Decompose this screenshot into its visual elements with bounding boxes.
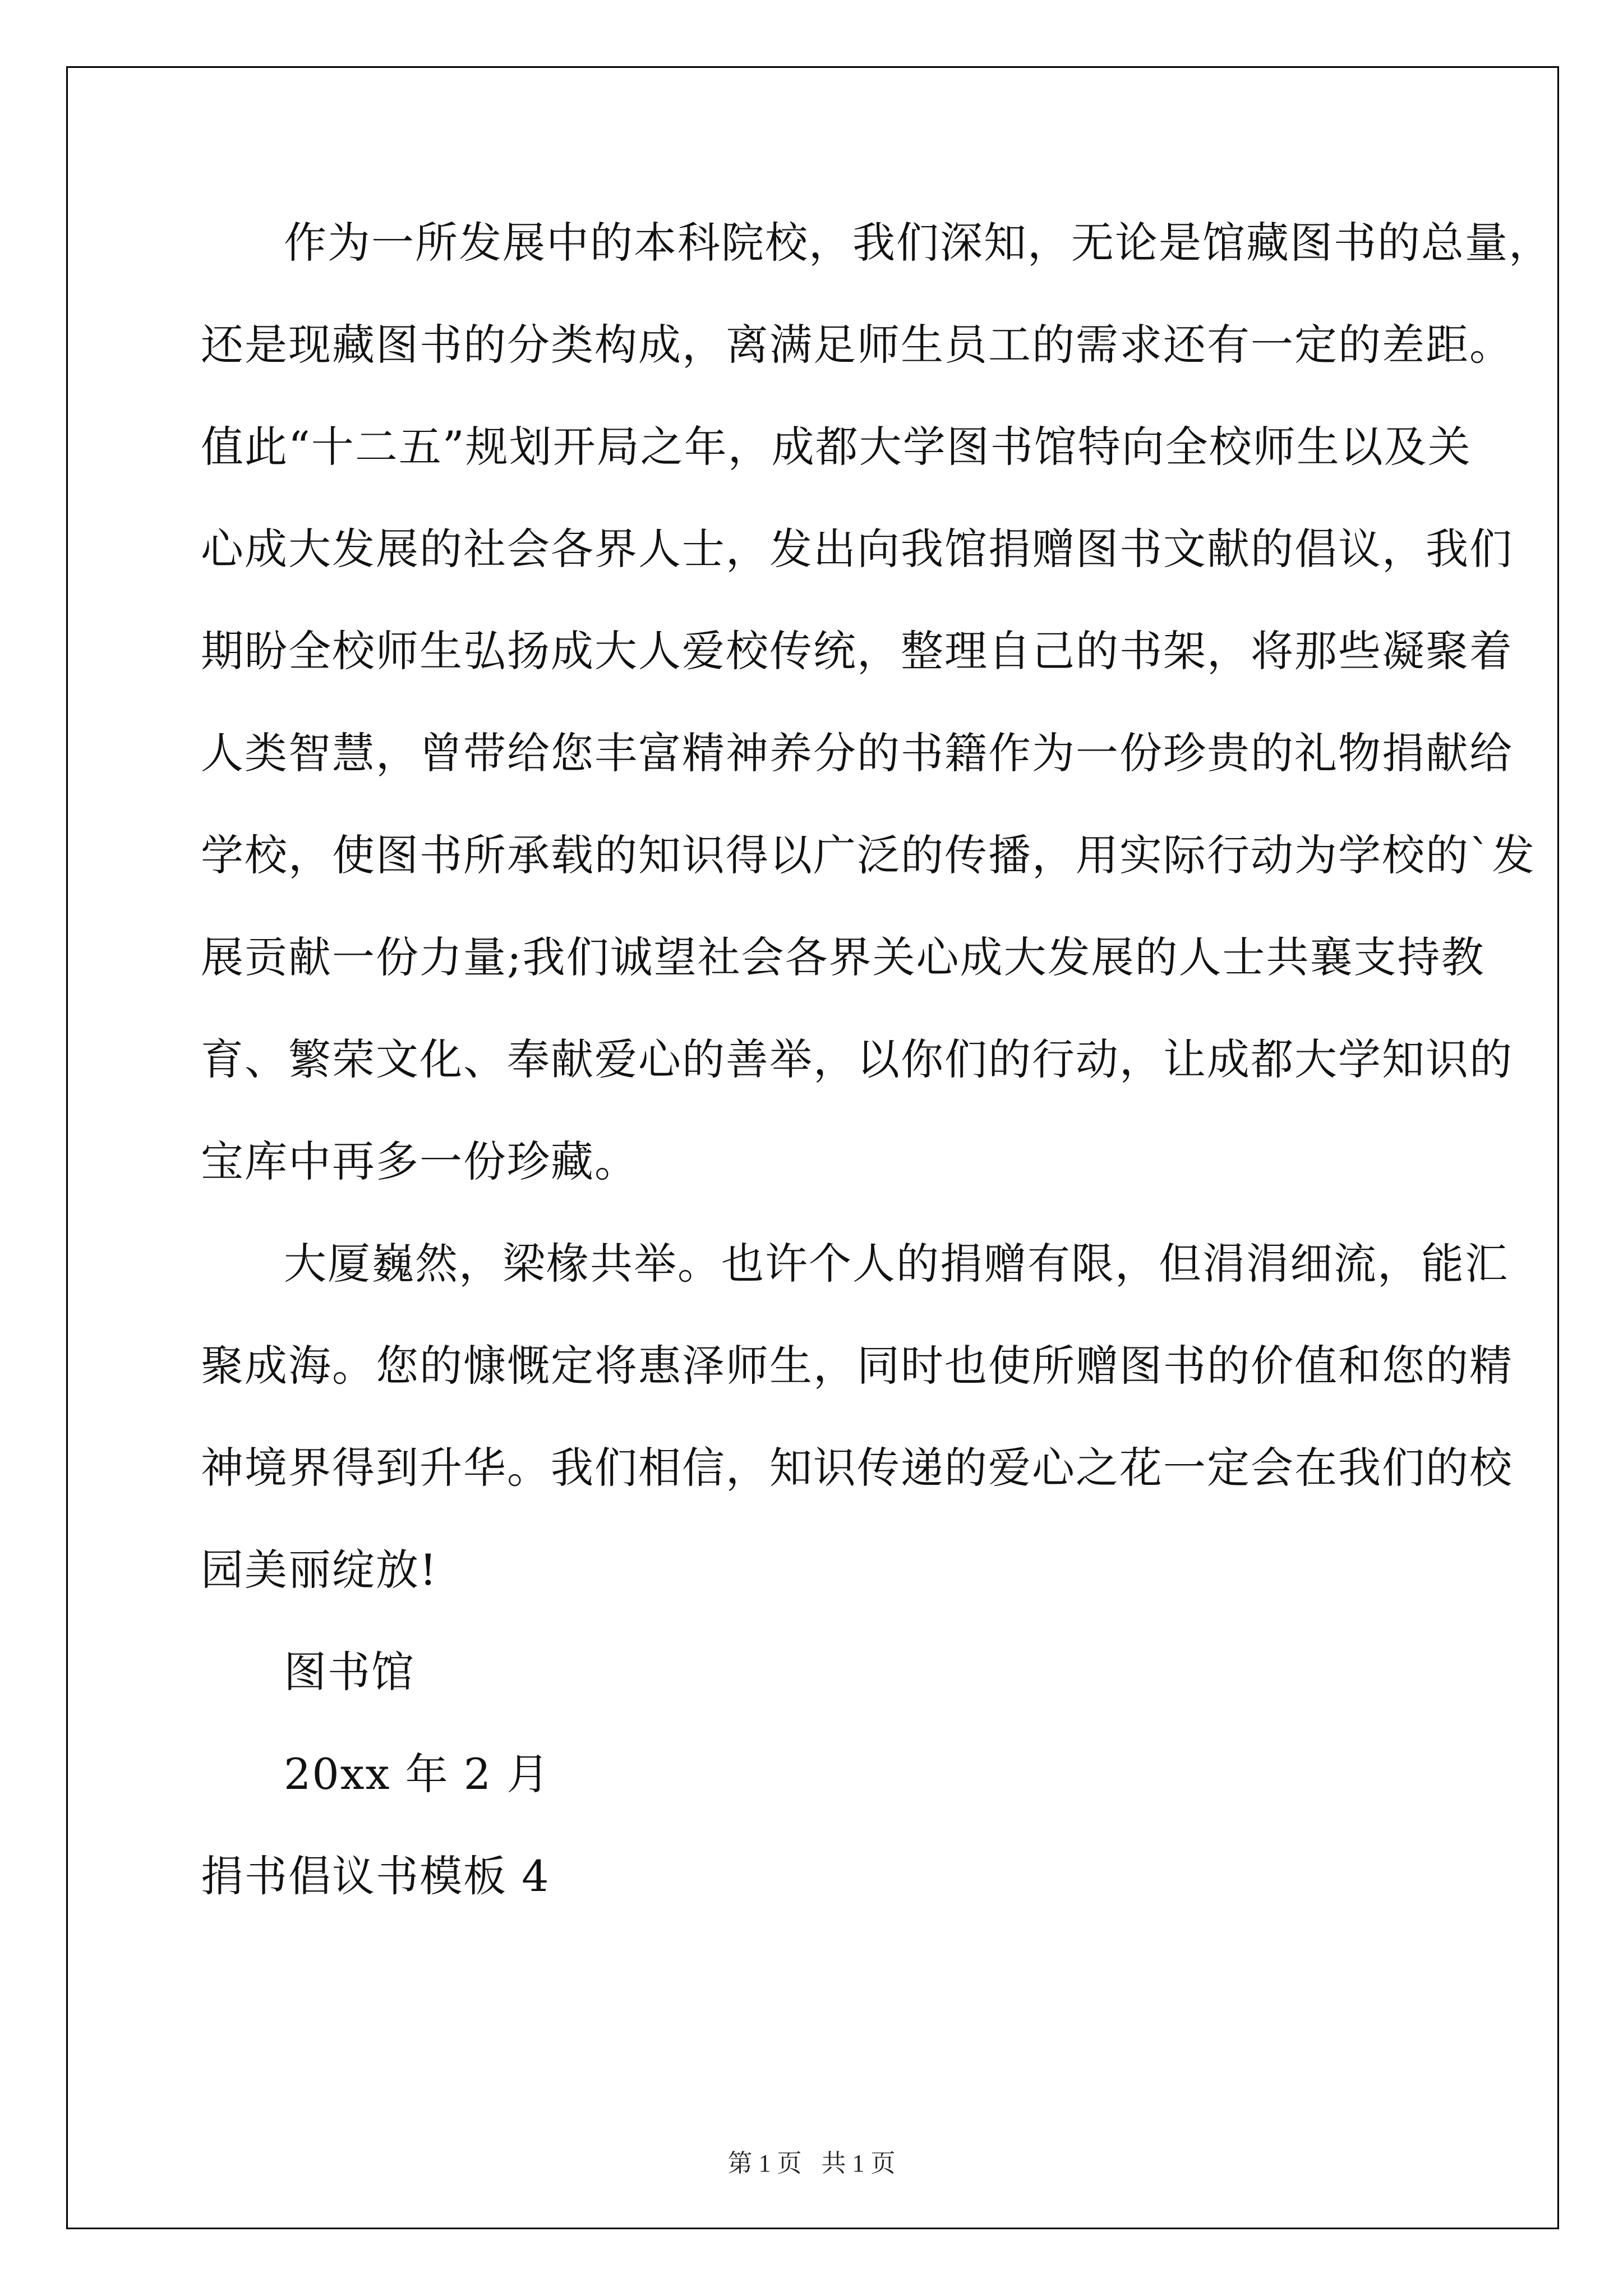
section-heading: 捐书倡议书模板 4 [201, 1851, 550, 1901]
document-body [201, 218, 1552, 1957]
paragraph-line: 展贡献一份力量;我们诚望社会各界关心成大发展的人士共襄支持教 [201, 932, 1485, 982]
paragraph-line: 学校，使图书所承载的知识得以广泛的传播，用实际行动为学校的`发 [201, 830, 1536, 880]
paragraph-line: 神境界得到升华。我们相信，知识传递的爱心之花一定会在我们的校 [201, 1443, 1513, 1493]
paragraph-2 [201, 1239, 1513, 1595]
page-footer [0, 2143, 1623, 2179]
paragraph-1 [201, 218, 1552, 1186]
page-number-current: 第 1 页 [727, 2150, 802, 2177]
paragraph-line: 值此“十二五”规划开局之年，成都大学图书馆特向全校师生以及关 [201, 422, 1472, 472]
paragraph-line: 宝库中再多一份珍藏。 [201, 1137, 638, 1186]
paragraph-line: 心成大发展的社会各界人士，发出向我馆捐赠图书文献的倡议，我们 [201, 524, 1513, 574]
paragraph-line: 期盼全校师生弘扬成大人爱校传统，整理自己的书架，将那些凝聚着 [201, 626, 1513, 676]
paragraph-line: 作为一所发展中的本科院校，我们深知，无论是馆藏图书的总量， [284, 218, 1552, 268]
paragraph-line: 园美丽绽放! [201, 1545, 438, 1595]
paragraph-line: 聚成海。您的慷慨定将惠泽师生，同时也使所赠图书的价值和您的精 [201, 1341, 1513, 1391]
date: 20xx 年 2 月 [284, 1749, 551, 1799]
paragraph-line: 人类智慧，曾带给您丰富精神养分的书籍作为一份珍贵的礼物捐献给 [201, 728, 1513, 778]
page-number-total: 共 1 页 [821, 2150, 896, 2177]
paragraph-line: 育、繁荣文化、奉献爱心的善举，以你们的行动，让成都大学知识的 [201, 1034, 1513, 1084]
paragraph-line: 大厦巍然，梁椽共举。也许个人的捐赠有限，但涓涓细流，能汇 [284, 1239, 1509, 1289]
signature: 图书馆 [284, 1647, 415, 1697]
paragraph-line: 还是现藏图书的分类构成，离满足师生员工的需求还有一定的差距。 [201, 320, 1513, 370]
